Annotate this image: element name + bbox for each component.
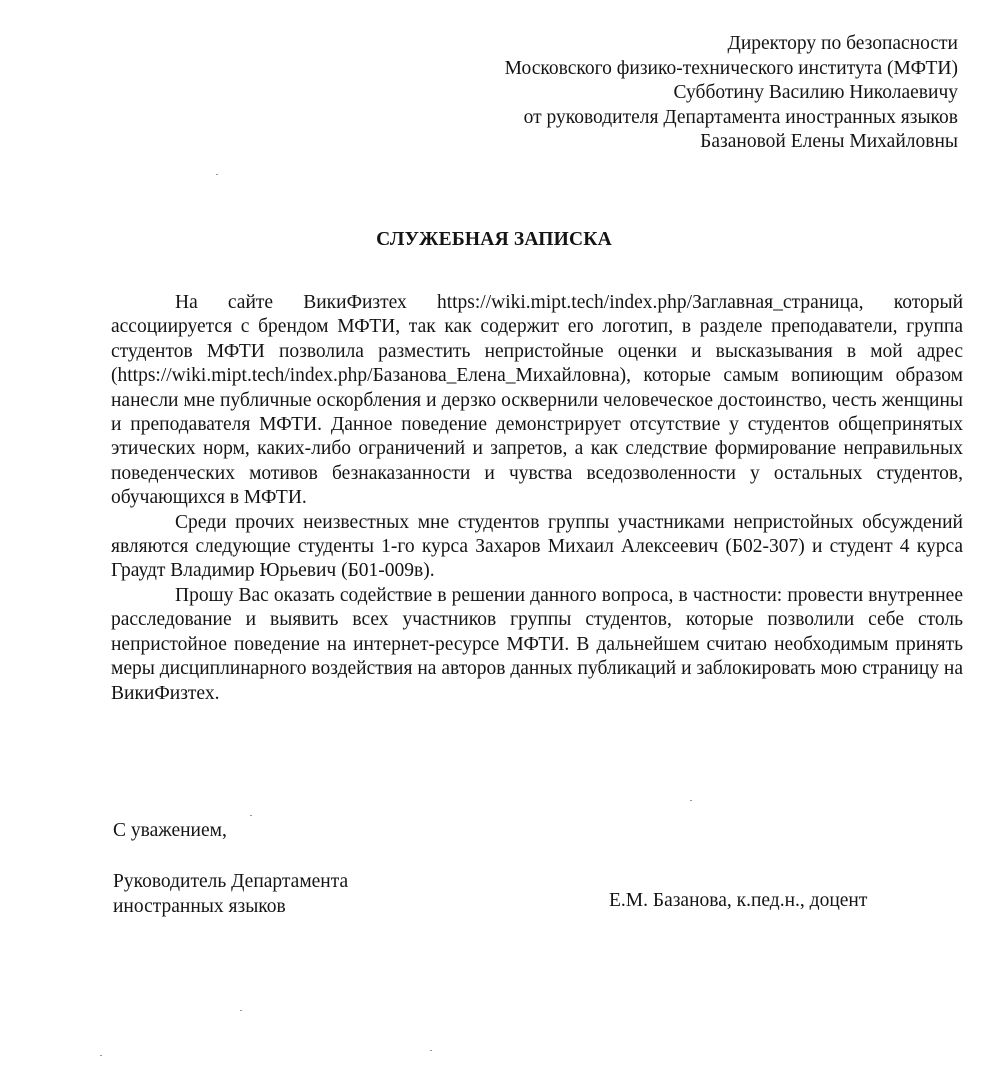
document-title: СЛУЖЕБНАЯ ЗАПИСКА	[376, 229, 612, 250]
memo-body	[111, 291, 963, 706]
closing-salutation: С уважением,	[113, 820, 227, 841]
addressee-line: Базановой Елены Михайловны	[700, 131, 958, 152]
scan-speck	[216, 174, 218, 175]
addressee-line: Директору по безопасности	[727, 33, 958, 54]
body-paragraph: Прошу Вас оказать содействие в решении данного вопроса, в частности: провести внутреннее расследование и выявить всех участников группы студентов, которые позволили себе столь непристойное поведение на интернет-ресурсе МФТИ. В дальнейшем считаю необходимым принять меры дисциплинарного воздействия на авторов данных публикаций и заблокировать мою страницу на ВикиФизтех.	[111, 584, 963, 704]
addressee-line: от руководителя Департамента иностранных языков	[523, 106, 958, 128]
addressee-line: Субботину Василию Николаевичу	[673, 82, 958, 103]
signer-position	[113, 870, 348, 919]
scan-speck	[240, 1010, 242, 1011]
position-line: Руководитель Департамента	[113, 871, 349, 892]
scan-speck	[100, 1055, 102, 1056]
addressee-block	[505, 32, 958, 155]
scan-speck	[430, 1050, 432, 1051]
scan-speck	[250, 815, 252, 816]
body-paragraph: Среди прочих неизвестных мне студентов группы участниками непристойных обсуждений являются следующие студенты 1-го курса Захаров Михаил Алексеевич (Б02-307) и студент 4 курса Граудт Владимир Юрьевич (Б01-009в).	[111, 511, 963, 582]
body-paragraph: На сайте ВикиФизтех https://wiki.mipt.tech/index.php/Заглавная_страница, который ассоциируется с брендом МФТИ, так как содержит его логотип, в разделе преподаватели, группа студентов МФТИ позволила разместить непристойные оценки и высказывания в мой адрес (https://wiki.mipt.tech/index.php/Базанова_Елена_Михайловна), которые самым вопиющим образом нанесли мне публичные оскорбления и дерзко осквернили человеческое достоинство, честь женщины и преподавателя МФТИ. Данное поведение демонстрирует отсутствие у студентов общепринятых этических норм, каких-либо ограничений и запретов, а как следствие формирование неправильных поведенческих мотивов безнаказанности и чувства вседозволенности у остальных студентов, обучающихся в МФТИ.	[111, 292, 963, 509]
position-line: иностранных языков	[113, 895, 286, 917]
signer-name: Е.М. Базанова, к.пед.н., доцент	[609, 890, 868, 911]
addressee-line: Московского физико-технического института (МФТИ)	[504, 57, 958, 79]
scan-speck	[690, 800, 692, 801]
